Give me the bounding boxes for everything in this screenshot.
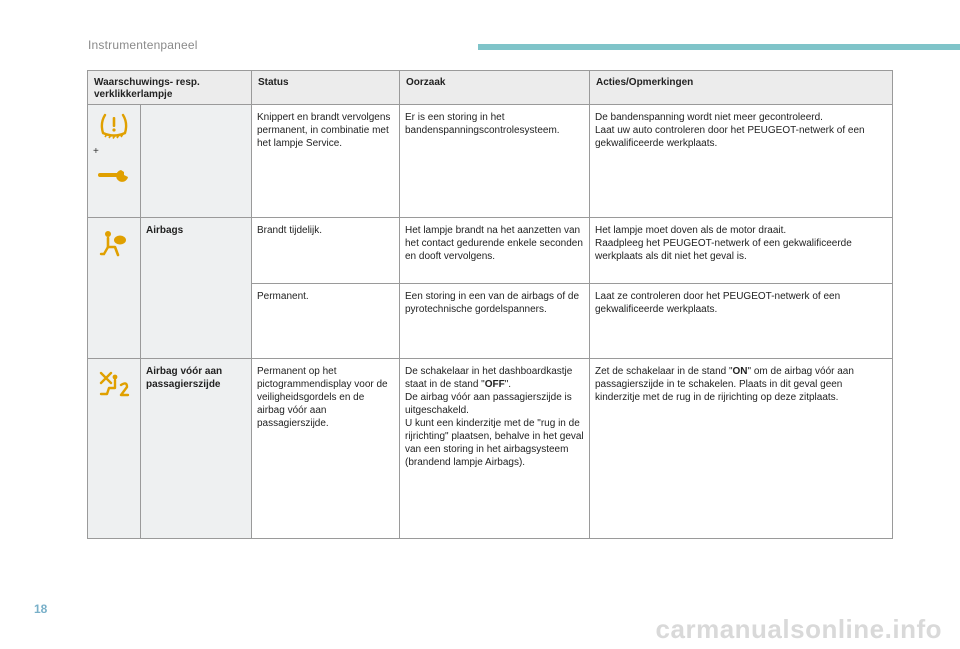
tyre-action-cell bbox=[590, 105, 893, 218]
airbag-cause-cell-1: Het lampje brandt na het aanzetten van het contact gedurende enkele seconden en dooft vervolgens. bbox=[400, 218, 590, 284]
section-title: Instrumentenpaneel bbox=[88, 38, 198, 52]
airbag-action-cell-1 bbox=[590, 218, 893, 284]
table-row bbox=[88, 105, 893, 218]
passenger-action-cell: Zet de schakelaar in de stand "ON" om de airbag vóór aan passagierszijde in te schakelen. Plaats in dit geval geen kinderzitje met de rug in de rijrichting op deze zitplaats. bbox=[590, 359, 893, 539]
tyre-status-cell: Knippert en brandt vervolgens permanent, in combinatie met het lampje Service. bbox=[252, 105, 400, 218]
tyre-pressure-warning-icon bbox=[97, 111, 131, 141]
airbag-icon-cell bbox=[88, 218, 141, 359]
airbag-action-line-1: Het lampje moet doven als de motor draait. bbox=[595, 225, 787, 236]
passenger-airbag-name-cell: Airbag vóór aan passagierszijde bbox=[141, 359, 252, 539]
column-header-status: Status bbox=[252, 71, 400, 105]
on-keyword: ON bbox=[732, 366, 748, 377]
service-wrench-icon bbox=[97, 166, 131, 182]
header-accent-bar bbox=[478, 44, 960, 50]
tyre-action-line-1: De bandenspanning wordt niet meer gecontroleerd. bbox=[595, 112, 823, 123]
plus-sign: + bbox=[93, 146, 99, 157]
passenger-airbag-icon-cell bbox=[88, 359, 141, 539]
table-row bbox=[88, 218, 893, 284]
tyre-name-cell bbox=[141, 105, 252, 218]
table-header-row bbox=[88, 71, 893, 105]
column-header-lamp: Waarschuwings- resp. verklikkerlampje bbox=[88, 71, 252, 105]
off-keyword: OFF bbox=[484, 379, 505, 390]
passenger-cause-line-3: U kunt een kinderzitje met de "rug in de rijrichting" plaatsen, behalve in het geval van een storing in het airbagsysteem (brandend lampje Airbags). bbox=[405, 418, 584, 468]
airbags-name-cell: Airbags bbox=[141, 218, 252, 359]
page-number: 18 bbox=[34, 602, 48, 616]
table-row bbox=[88, 359, 893, 539]
airbag-status-cell-2: Permanent. bbox=[252, 284, 400, 359]
passenger-status-cell: Permanent op het pictogrammendisplay voor de veiligheidsgordels en de airbag vóór aan passagierszijde. bbox=[252, 359, 400, 539]
airbag-icon bbox=[99, 228, 129, 258]
passenger-airbag-off-icon bbox=[97, 369, 131, 399]
tyre-icons-cell bbox=[88, 105, 141, 218]
passenger-cause-line-2: De airbag vóór aan passagierszijde is uitgeschakeld. bbox=[405, 392, 572, 416]
tyre-action-line-2: Laat uw auto controleren door het PEUGEOT-netwerk of een gekwalificeerde werkplaats. bbox=[595, 125, 865, 149]
airbag-cause-cell-2: Een storing in een van de airbags of de pyrotechnische gordelspanners. bbox=[400, 284, 590, 359]
warning-lights-table bbox=[87, 70, 893, 539]
passenger-cause-line-1: De schakelaar in het dashboardkastje staat in de stand "OFF". bbox=[405, 366, 573, 390]
watermark: carmanualsonline.info bbox=[655, 614, 942, 644]
column-header-cause: Oorzaak bbox=[400, 71, 590, 105]
airbag-action-line-2: Raadpleeg het PEUGEOT-netwerk of een gekwalificeerde werkplaats als dit niet het geval is. bbox=[595, 238, 852, 262]
airbag-status-cell-1: Brandt tijdelijk. bbox=[252, 218, 400, 284]
passenger-cause-cell bbox=[400, 359, 590, 539]
tyre-cause-cell: Er is een storing in het bandenspanningscontrolesysteem. bbox=[400, 105, 590, 218]
airbag-action-cell-2: Laat ze controleren door het PEUGEOT-netwerk of een gekwalificeerde werkplaats. bbox=[590, 284, 893, 359]
column-header-actions: Acties/Opmerkingen bbox=[590, 71, 893, 105]
